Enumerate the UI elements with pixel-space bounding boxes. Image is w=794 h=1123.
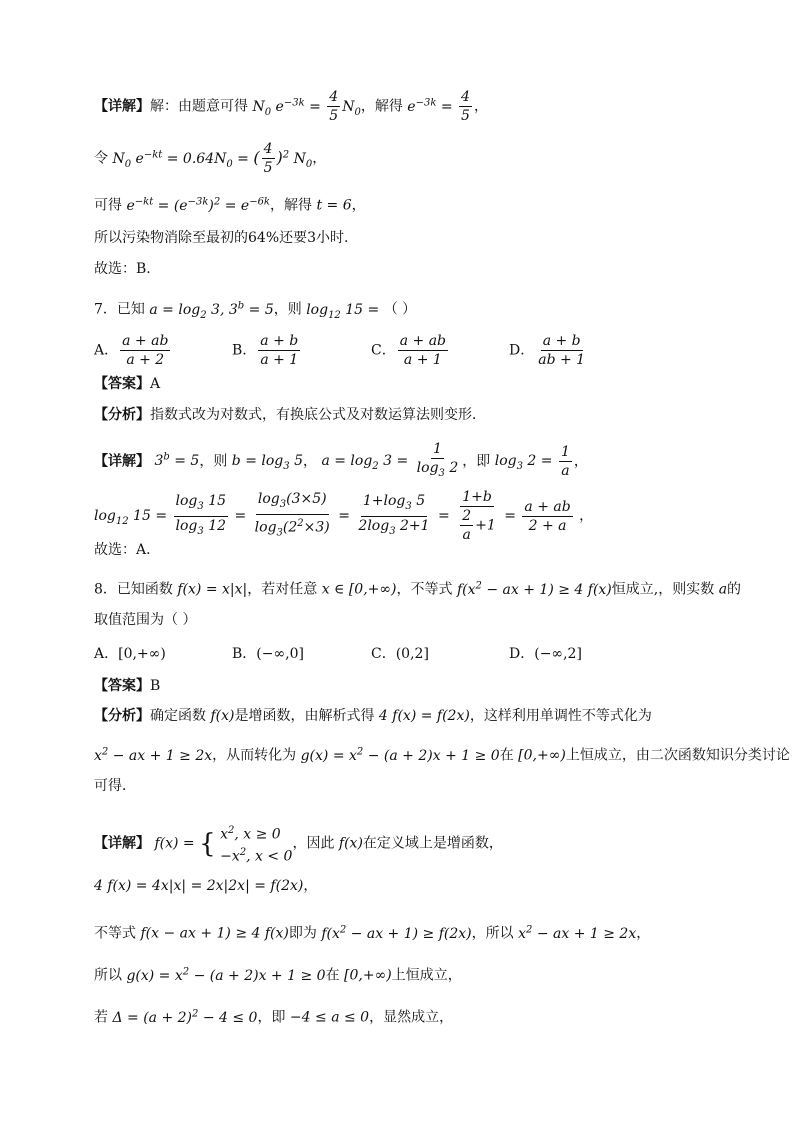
analysis-8-line-2: $x^2$ − ax + 1 ≥ 2x，从而转化为 $g(x) = x^2 - (a + 2)x + 1 \ge 0$在 [0,+∞)上恒成立，由二次函数知识分类讨论 bbox=[94, 746, 790, 764]
formula: f(x) = x|x| bbox=[177, 581, 248, 598]
choice-8b[interactable]: B．(−∞,0] bbox=[232, 646, 304, 662]
formula: $\log_3 2$ = $\frac{1}{a}$ bbox=[494, 443, 570, 479]
detail-7-line-2: $\log_{12} 15$ = $\frac{\log_3 15}{\log_3 12}$ = $\frac{\log_3(3\times 5)}{\log_3(2^2\times 3)}$ = $\frac{1+\log_3 5}{2\log_3 2+1}$ = 1+b $\frac{2}{a}$ +1 = $\frac{a + ab}{2 + a}$ ， bbox=[94, 489, 594, 543]
formula: $e^{-kt} = (e^{-3k})^2 = e^{-6k}$ bbox=[126, 196, 270, 214]
formula: $a = \log_2 3$ = $\frac{1}{\log_3 2}$ bbox=[321, 441, 459, 479]
detail-line-1: 【详解】解：由题意可得 $N_0$ $e^{-3k}$ = $\frac{4}{5}$ $N_0$，解得 $e^{-3k}$ = $\frac{4}{5}$ ， bbox=[94, 89, 488, 124]
choose-line: 故选：B. bbox=[94, 261, 151, 277]
choice-8d[interactable]: D．(−∞,2] bbox=[509, 646, 582, 662]
formula: $\log_{12} 15$ = bbox=[306, 301, 380, 321]
choice-7d[interactable]: D． $\frac{a + b}{ab + 1}$ bbox=[509, 333, 586, 368]
formula: $N_0$ $e^{-3k}$ = $\frac{4}{5}$ $N_0$ bbox=[252, 89, 361, 124]
formula: $\log_{12} 15$ = $\frac{\log_3 15}{\log_3 12}$ = $\frac{\log_3(3\times 5)}{\log_3(2^2\times 3)}$ = $\frac{1+\log_3 5}{2\log_3 2+1}$ = 1+b $\frac{2}{a}$ +1 = $\frac{a + ab}{2 + a}$ bbox=[94, 489, 571, 543]
answer-8: 【答案】B bbox=[94, 678, 161, 694]
formula: $N_0$ $e^{-kt} = 0.64N_0$ = ( $\frac{4}{5}$ )$^2$ $N_0$ bbox=[112, 141, 313, 176]
question-8: 8．已知函数 f(x) = x|x|，若对任意 x ∈ [0,+∞)，不等式 $f(x^2$ − ax + 1) ≥ 4 f(x)恒成立,，则实数 a的 bbox=[94, 580, 742, 598]
formula: $3^b = 5$ bbox=[154, 451, 200, 470]
formula: $b = \log_3 5$ bbox=[231, 453, 303, 473]
detail-tag: 【详解】 bbox=[94, 98, 150, 115]
detail-8-line-5: 若 $\Delta = (a + 2)^2 - 4 \le 0$，即 −4 ≤ a ≤ 0，显然成立， bbox=[94, 1008, 454, 1026]
detail-line-3: 可得 $e^{-kt} = (e^{-3k})^2 = e^{-6k}$，解得 t = 6， bbox=[94, 196, 366, 214]
formula: $f(x^2$ − ax + 1) ≥ 4 f(x) bbox=[456, 580, 612, 598]
formula: x ∈ [0,+∞) bbox=[321, 581, 397, 598]
choice-7c[interactable]: C． $\frac{a + ab}{a + 1}$ bbox=[371, 333, 447, 368]
formula: $e^{-3k}$ = $\frac{4}{5}$ bbox=[407, 89, 470, 124]
analysis-8-line-3: 可得． bbox=[94, 778, 136, 794]
choice-8a[interactable]: A．[0,+∞) bbox=[94, 646, 166, 662]
detail-line-2: 令 $N_0$ $e^{-kt} = 0.64N_0$ = ( $\frac{4}{5}$ )$^2$ $N_0$， bbox=[94, 141, 327, 176]
choice-8c[interactable]: C．(0,2] bbox=[371, 646, 429, 662]
formula: t = 6 bbox=[316, 197, 352, 214]
detail-8-line-4: 所以 $g(x) = x^2 - (a + 2)x + 1 \ge 0$在 [0,+∞)上恒成立， bbox=[94, 966, 462, 984]
choice-7a[interactable]: A． $\frac{a + ab}{a + 2}$ bbox=[94, 333, 169, 368]
choice-7b[interactable]: B． $\frac{a + b}{a + 1}$ bbox=[232, 333, 299, 368]
answer-7: 【答案】A bbox=[94, 376, 161, 392]
choose-7: 故选：A． bbox=[94, 542, 161, 558]
question-8-line-2: 取值范围为（ ） bbox=[94, 612, 197, 628]
detail-8-line-3: 不等式 f(x − ax + 1) ≥ 4 f(x)即为 $f(x^2$ − ax + 1) ≥ f(2x)，所以 $x^2$ − ax + 1 ≥ 2x， bbox=[94, 924, 651, 942]
analysis-8-line-1: 【分析】确定函数 f(x)是增函数，由解析式得 4 f(x) = f(2x)，这样利用单调性不等式化为 bbox=[94, 708, 652, 724]
formula: $a = \log_2 3$, $3^b = 5$ bbox=[149, 300, 274, 321]
detail-8-line-2: 4 f(x) = 4x|x| = 2x|2x| = f(2x)， bbox=[94, 878, 318, 894]
question-7: 7．已知 $a = \log_2 3$, $3^b = 5$，则 $\log_{12} 15$ = （ ） bbox=[94, 300, 417, 321]
detail-8-line-1: 【详解】 f(x) = { $x^2$, x ≥ 0 $-x^2$, x < 0 ，因此 f(x)在定义域上是增函数， bbox=[94, 825, 503, 865]
detail-7-line-1: 【详解】 $3^b = 5$，则 $b = \log_3 5$， $a = \log_2 3$ = $\frac{1}{\log_3 2}$ ，即 $\log_3 2$ = $\frac{1}{a}$ ， bbox=[94, 441, 588, 479]
analysis-7: 【分析】指数式改为对数式，有换底公式及对数运算法则变形． bbox=[94, 407, 486, 423]
conclusion-line: 所以污染物消除至最初的64%还要3小时. bbox=[94, 230, 349, 246]
